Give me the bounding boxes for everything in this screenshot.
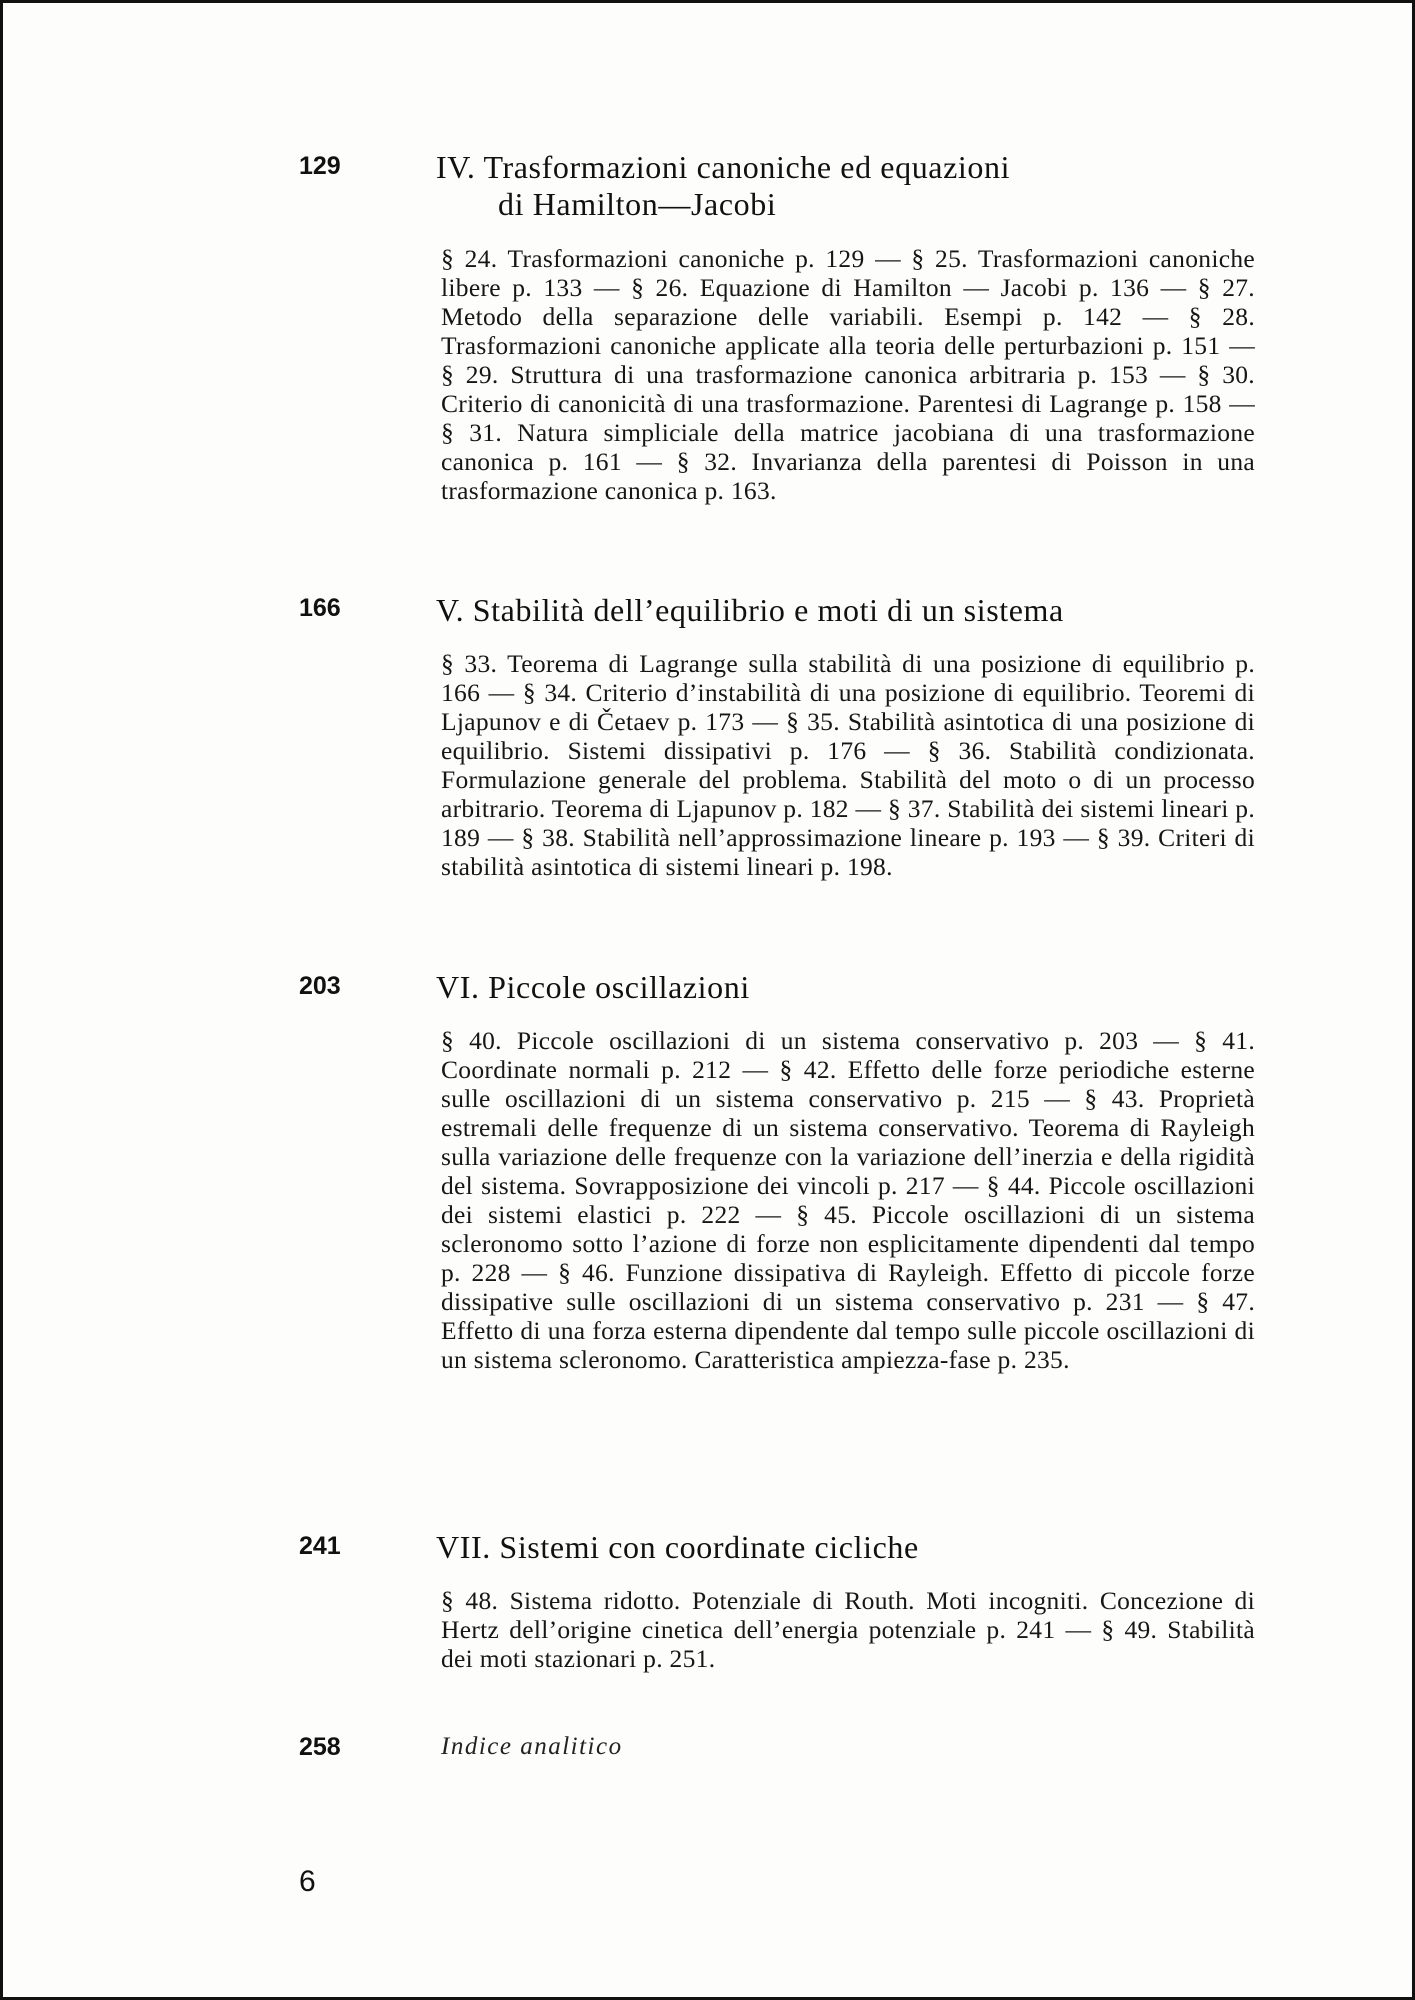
entry-page-number: 241 xyxy=(299,1532,341,1560)
entry-page-number: 129 xyxy=(299,152,341,180)
chapter-title: V. Stabilità dell’equilibrio e moti di un sistema xyxy=(436,592,1064,628)
entry-page-number: 166 xyxy=(299,594,341,622)
chapter-title-line1: IV. Trasformazioni canoniche ed equazioni xyxy=(436,149,1011,185)
chapter-sections: § 33. Teorema di Lagrange sulla stabilità di una posizione di equilibrio p. 166 — § 34. Criterio d’instabilità di una posizione di equilibrio. Teoremi di Ljapunov e di Četaev p. 173 — § 35. Stabilità asintotica di una posizione di equilibrio. Sistemi dissipativi p. 176 — § 36. Stabilità condizionata. Formulazione generale del problema. Stabilità del moto o di un processo arbitrario. Teorema di Ljapunov p. 182 — § 37. Stabilità dei sistemi lineari p. 189 — § 38. Stabilità nell’approssimazione lineare p. 193 — § 39. Criteri di stabilità asintotica di sistemi lineari p. 198. xyxy=(441,649,1255,881)
chapter-title: VII. Sistemi con coordinate cicliche xyxy=(436,1529,919,1565)
folio-page-number: 6 xyxy=(299,1865,316,1898)
chapter-sections: § 48. Sistema ridotto. Potenziale di Routh. Moti incogniti. Concezione di Hertz dell’origine cinetica dell’energia potenziale p. 241 — § 49. Stabilità dei moti stazionari p. 251. xyxy=(441,1586,1255,1673)
index-title: Indice analitico xyxy=(441,1733,623,1760)
chapter-sections: § 40. Piccole oscillazioni di un sistema conservativo p. 203 — § 41. Coordinate normali p. 212 — § 42. Effetto delle forze periodiche esterne sulle oscillazioni di un sistema conservativo p. 215 — § 43. Proprietà estremali delle frequenze di un sistema conservativo. Teorema di Rayleigh sulla variazione delle frequenze con la variazione dell’inerzia e della rigidità del sistema. Sovrapposizione dei vincoli p. 217 — § 44. Piccole oscillazioni dei sistemi elastici p. 222 — § 45. Piccole oscillazioni di un sistema scleronomo sotto l’azione di forze non esplicitamente dipendenti dal tempo p. 228 — § 46. Funzione dissipativa di Rayleigh. Effetto di piccole forze dissipative sulle oscillazioni di un sistema conservativo p. 231 — § 47. Effetto di una forza esterna dipendente dal tempo sulle piccole oscillazioni di un sistema scleronomo. Caratteristica ampiezza-fase p. 235. xyxy=(441,1026,1255,1374)
chapter-title-line2: di Hamilton—Jacobi xyxy=(498,186,777,222)
chapter-title xyxy=(436,149,1266,223)
entry-page-number: 203 xyxy=(299,972,341,1000)
chapter-sections: § 24. Trasformazioni canoniche p. 129 — § 25. Trasformazioni canoniche libere p. 133 — § 26. Equazione di Hamilton — Jacobi p. 136 — § 27. Metodo della separazione delle variabili. Esempi p. 142 — § 28. Trasformazioni canoniche applicate alla teoria delle perturbazioni p. 151 — § 29. Struttura di una trasformazione canonica arbitraria p. 153 — § 30. Criterio di canonicità di una trasformazione. Parentesi di Lagrange p. 158 — § 31. Natura simpliciale della matrice jacobiana di una trasformazione canonica p. 161 — § 32. Invarianza della parentesi di Poisson in una trasformazione canonica p. 163. xyxy=(441,244,1255,505)
entry-page-number: 258 xyxy=(299,1733,341,1761)
chapter-title: VI. Piccole oscillazioni xyxy=(436,969,750,1005)
